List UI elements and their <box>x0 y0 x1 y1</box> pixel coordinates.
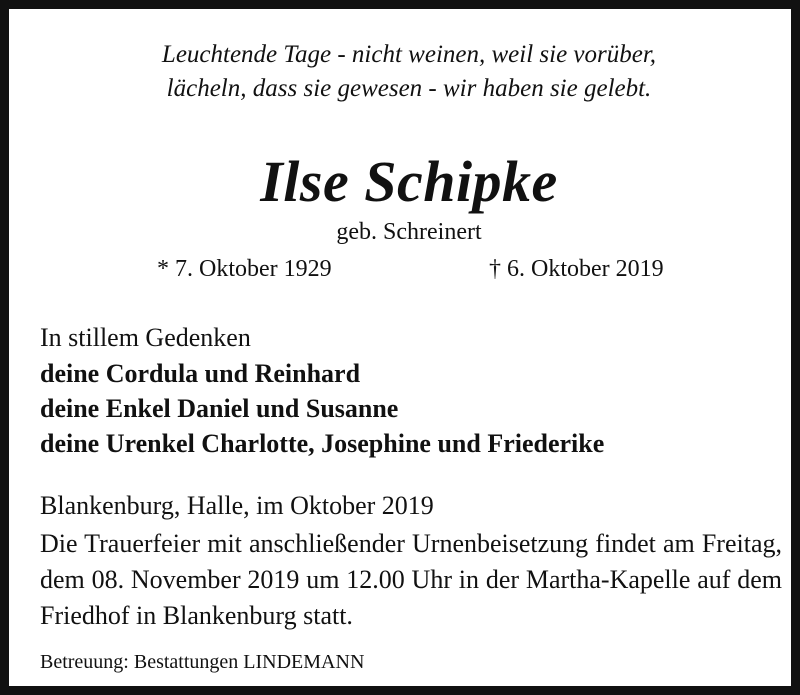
motto-line: Leuchtende Tage - nicht weinen, weil sie vorüber, <box>161 41 657 68</box>
mourner-line: deine Urenkel Charlotte, Josephine und Friederike <box>40 429 605 458</box>
mourning-intro: In stillem Gedenken <box>40 323 251 352</box>
deceased-name: Ilse Schipke <box>260 149 558 214</box>
ceremony-notice: Die Trauerfeier mit anschließender Urnenbeisetzung findet am Freitag, dem 08. November 2019 um 12.00 Uhr in der Martha-Kapelle auf dem Friedhof in Blankenburg statt. <box>40 529 782 630</box>
death-date: † 6. Oktober 2019 <box>489 256 664 282</box>
motto-line: lächeln, dass sie gewesen - wir haben sie gelebt. <box>166 75 652 102</box>
birth-date: * 7. Oktober 1929 <box>157 256 332 282</box>
funeral-home-credit: Betreuung: Bestattungen LINDEMANN <box>40 651 365 673</box>
place-and-date: Blankenburg, Halle, im Oktober 2019 <box>40 491 434 520</box>
mourner-line: deine Enkel Daniel und Susanne <box>40 394 399 423</box>
obituary-content <box>18 18 800 695</box>
maiden-name: geb. Schreinert <box>336 219 482 245</box>
mourner-line: deine Cordula und Reinhard <box>40 359 361 388</box>
motto-verse <box>18 38 800 106</box>
